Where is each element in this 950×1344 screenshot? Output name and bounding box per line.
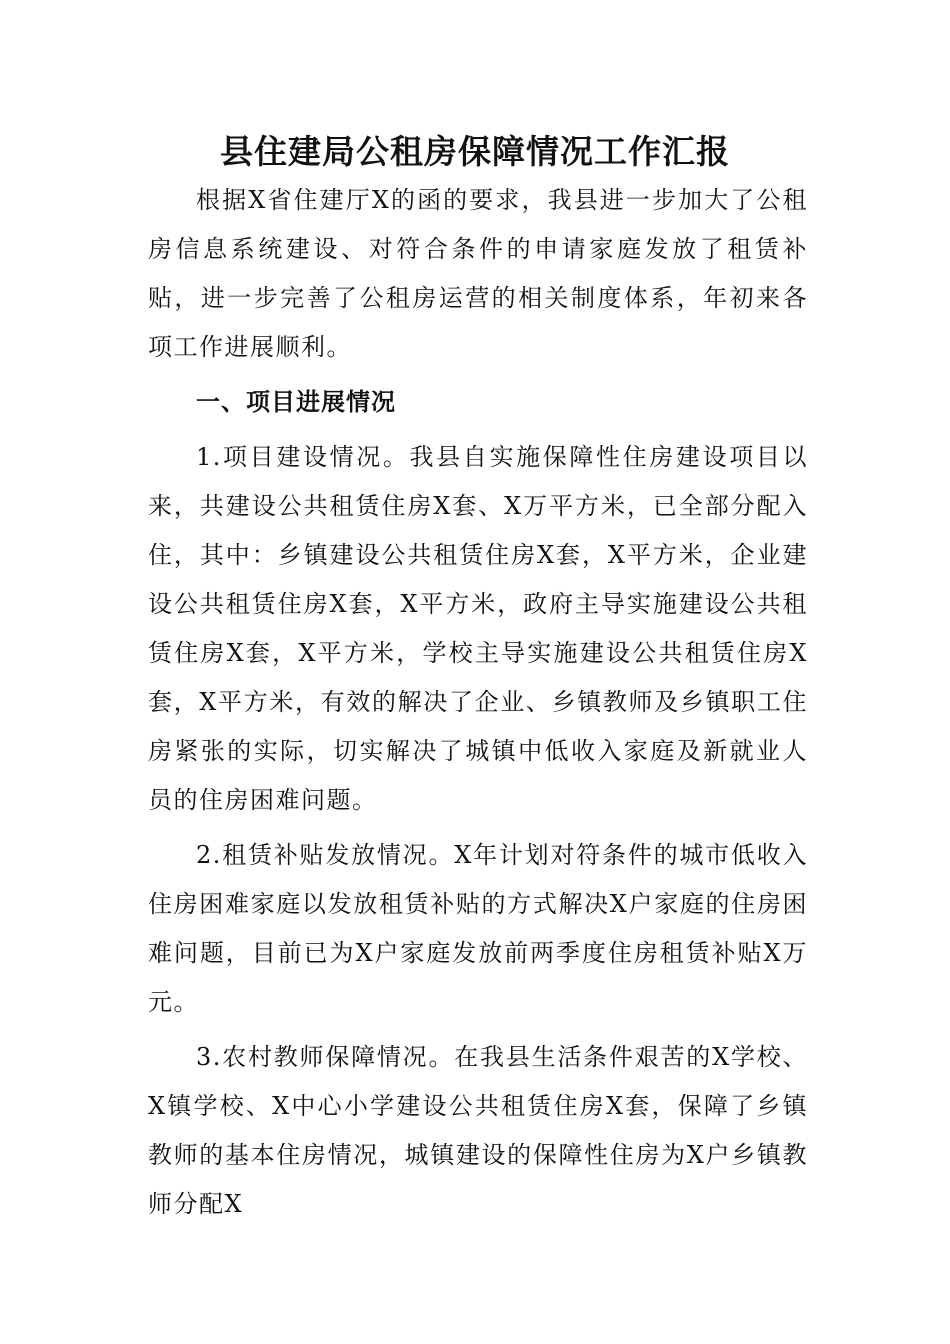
paragraph-rental-subsidy: 2.租赁补贴发放情况。X年计划对符条件的城市低收入住房困难家庭以发放租赁补贴的方式解决X户家庭的住房困难问题，目前已为X户家庭发放前两季度住房租赁补贴X万元。 (148, 841, 808, 1016)
paragraph-project-construction: 1.项目建设情况。我县自实施保障性住房建设项目以来，共建设公共租赁住房X套、X万平方米，已全部分配入住，其中：乡镇建设公共租赁住房X套，X平方米，企业建设公共租赁住房X套，X平方米，政府主导实施建设公共租赁住房X套，X平方米，学校主导实施建设公共租赁住房X套，X平方米，有效的解决了企业、乡镇教师及乡镇职工住房紧张的实际，切实解决了城镇中低收入家庭及新就业人员的住房困难问题。 (148, 443, 808, 814)
document-body (148, 176, 808, 1229)
section-heading-project-progress: 一、项目进展情况 (196, 388, 396, 416)
document-title: 县住建局公租房保障情况工作汇报 (220, 132, 730, 171)
intro-paragraph: 根据X省住建厅X的函的要求，我县进一步加大了公租房信息系统建设、对符合条件的申请家庭发放了租赁补贴，进一步完善了公租房运营的相关制度体系，年初来各项工作进展顺利。 (148, 186, 808, 361)
paragraph-rural-teacher: 3.农村教师保障情况。在我县生活条件艰苦的X学校、X镇学校、X中心小学建设公共租赁住房X套，保障了乡镇教师的基本住房情况，城镇建设的保障性住房为X户乡镇教师分配X (148, 1043, 808, 1218)
